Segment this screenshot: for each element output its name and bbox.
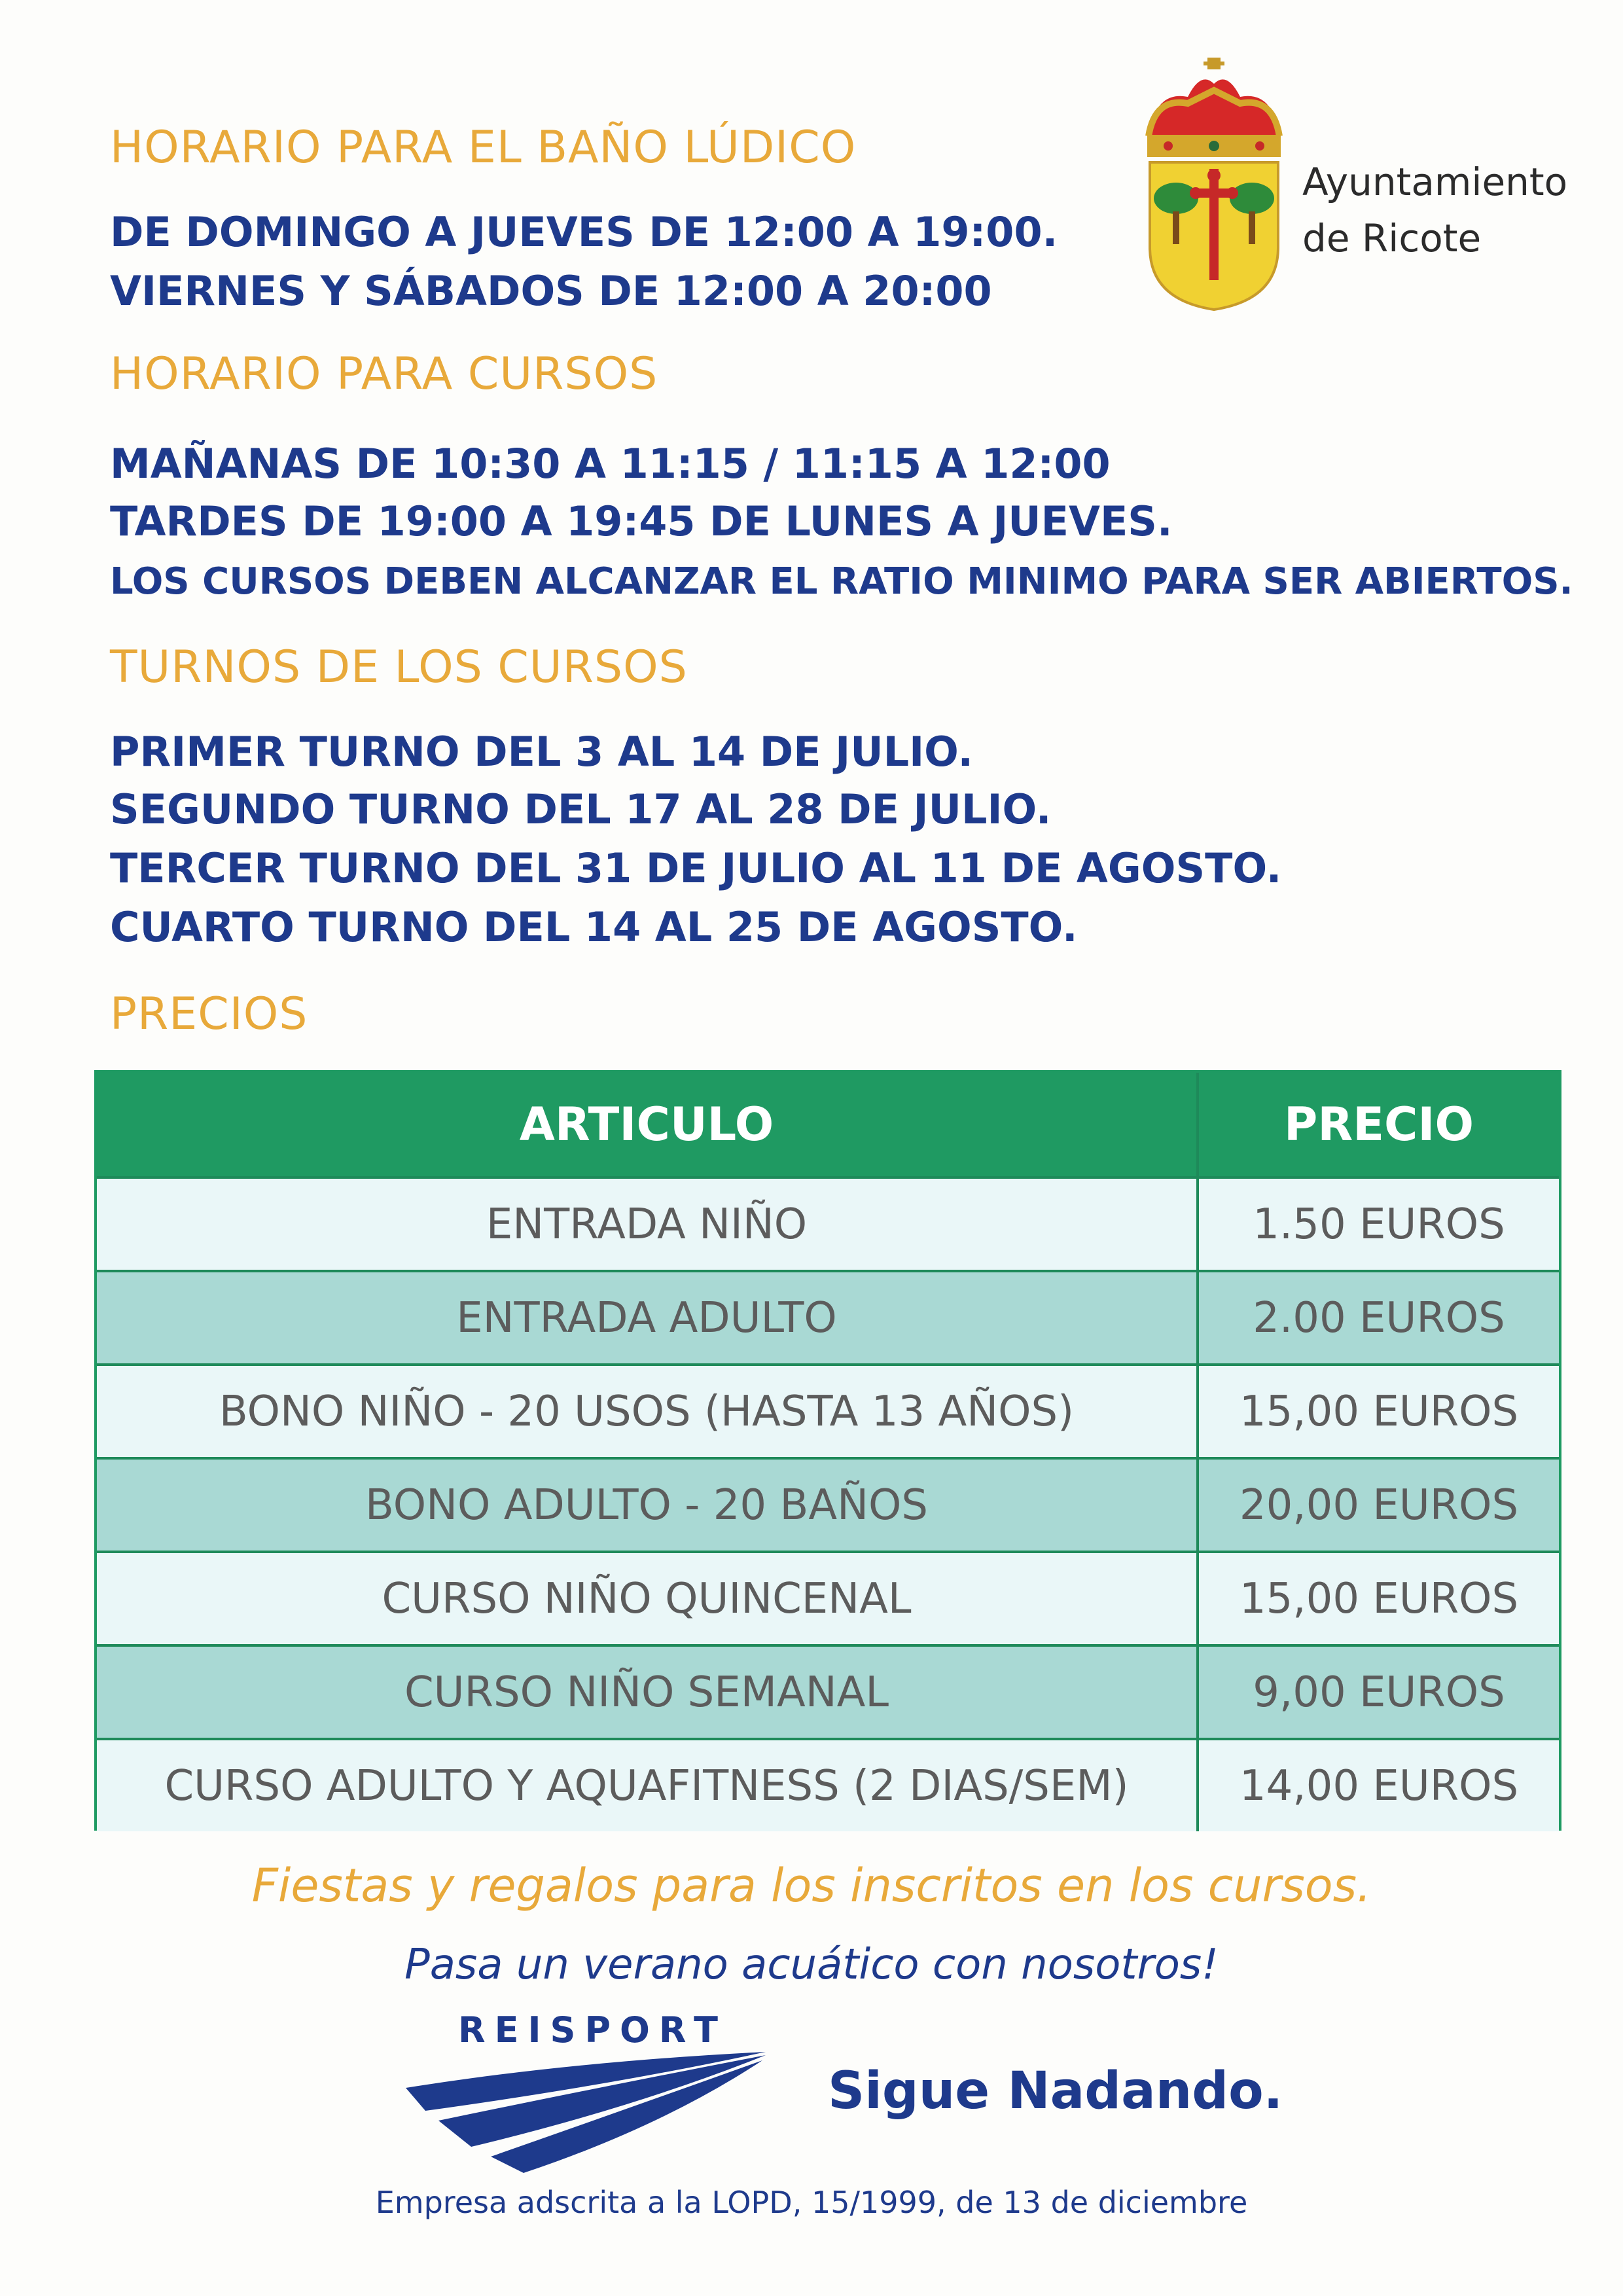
course-hours-title: HORARIO PARA CURSOS xyxy=(110,348,658,400)
price-cell: 15,00 EUROS xyxy=(1239,1387,1519,1436)
table-row xyxy=(97,1738,1559,1831)
column-header-price: PRECIO xyxy=(1284,1098,1474,1151)
reisport-swoosh-logo-icon xyxy=(399,2049,772,2173)
article-cell: ENTRADA NIÑO xyxy=(97,1179,1199,1270)
course-shift-line: CUARTO TURNO DEL 14 AL 25 DE AGOSTO. xyxy=(110,903,1078,951)
legal-notice: Empresa adscrita a la LOPD, 15/1999, de 13 de diciembre xyxy=(375,2185,1248,2220)
price-cell: 9,00 EUROS xyxy=(1253,1668,1505,1717)
article-cell: CURSO ADULTO Y AQUAFITNESS (2 DIAS/SEM) xyxy=(97,1740,1199,1831)
price-cell: 15,00 EUROS xyxy=(1239,1574,1519,1623)
bath-hours-line: DE DOMINGO A JUEVES DE 12:00 A 19:00. xyxy=(110,208,1058,256)
brand-name: REISPORT xyxy=(458,2009,727,2051)
bath-hours-title: HORARIO PARA EL BAÑO LÚDICO xyxy=(110,122,857,173)
slogan: Sigue Nadando. xyxy=(828,2062,1283,2121)
price-table-header xyxy=(97,1073,1559,1176)
summer-message: Pasa un verano acuático con nosotros! xyxy=(404,1941,1219,1989)
course-shift-line: TERCER TURNO DEL 31 DE JULIO AL 11 DE AGOSTO. xyxy=(110,844,1282,892)
article-cell: CURSO NIÑO SEMANAL xyxy=(97,1647,1199,1738)
bath-hours-line: VIERNES Y SÁBADOS DE 12:00 A 20:00 xyxy=(110,267,992,315)
article-cell: BONO NIÑO - 20 USOS (HASTA 13 AÑOS) xyxy=(97,1366,1199,1457)
table-row xyxy=(97,1176,1559,1270)
table-row xyxy=(97,1644,1559,1738)
table-row xyxy=(97,1363,1559,1457)
course-shift-line: PRIMER TURNO DEL 3 AL 14 DE JULIO. xyxy=(110,728,974,776)
course-shift-line: SEGUNDO TURNO DEL 17 AL 28 DE JULIO. xyxy=(110,785,1052,833)
price-cell: 2.00 EUROS xyxy=(1253,1293,1505,1342)
column-header-article: ARTICULO xyxy=(97,1073,1199,1176)
article-cell: BONO ADULTO - 20 BAÑOS xyxy=(97,1460,1199,1551)
course-hours-line: LOS CURSOS DEBEN ALCANZAR EL RATIO MINIMO PARA SER ABIERTOS. xyxy=(110,560,1573,603)
table-row xyxy=(97,1270,1559,1363)
ricote-coat-of-arms-icon xyxy=(1135,58,1293,313)
course-hours-line: MAÑANAS DE 10:30 A 11:15 / 11:15 A 12:00 xyxy=(110,440,1111,488)
prices-title: PRECIOS xyxy=(110,988,308,1040)
council-line-1: Ayuntamiento xyxy=(1302,160,1568,204)
price-cell: 14,00 EUROS xyxy=(1239,1761,1519,1810)
price-cell: 1.50 EUROS xyxy=(1253,1200,1505,1249)
course-hours-line: TARDES DE 19:00 A 19:45 DE LUNES A JUEVES. xyxy=(110,497,1173,545)
price-table xyxy=(94,1070,1561,1831)
council-line-2: de Ricote xyxy=(1302,216,1482,260)
article-cell: ENTRADA ADULTO xyxy=(97,1272,1199,1363)
article-cell: CURSO NIÑO QUINCENAL xyxy=(97,1553,1199,1644)
course-shifts-title: TURNOS DE LOS CURSOS xyxy=(110,641,688,693)
table-row xyxy=(97,1551,1559,1644)
council-name xyxy=(1302,154,1567,266)
price-cell: 20,00 EUROS xyxy=(1239,1480,1519,1530)
gifts-message: Fiestas y regalos para los inscritos en los cursos. xyxy=(251,1859,1372,1912)
table-row xyxy=(97,1457,1559,1551)
